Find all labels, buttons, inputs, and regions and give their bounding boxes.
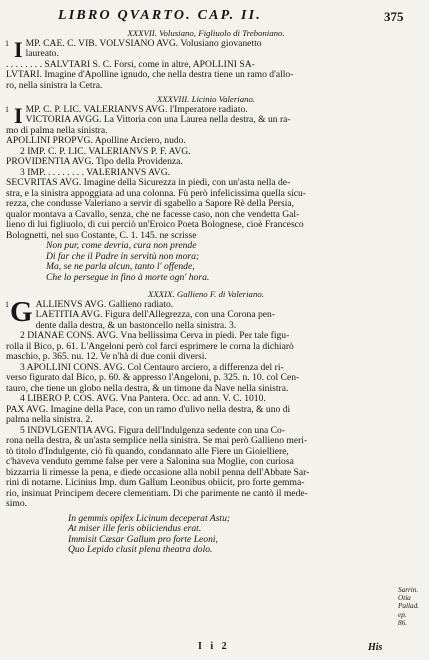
drop-cap: I — [14, 36, 23, 62]
text-line: rona nella destra, & un'asta semplice nella sinistra. Se mai però Gallieno meri- — [6, 435, 308, 446]
text-line: mo di palma nella sinistra. — [6, 124, 108, 136]
text-line: 4 LIBERO P. COS. AVG. Vna Pantera. Occ. ad ann. V. C. 1010. — [20, 393, 266, 404]
marginal-note-line: Pallad. ep. — [398, 602, 419, 619]
text-line: . . . . . . . . SALVTARI S. C. Forsi, come in altre, APOLLINI SA- — [6, 58, 255, 70]
text-line: rini di notarne. Licinius Imp. dum Gallum Leonibus obiicit, pro forte gemma- — [6, 477, 305, 488]
text-line: MP. CAE. C. VIB. VOLVSIANO AVG. Volusiano giovanetto — [25, 37, 262, 49]
text-line: LVTARI. Imagine d'Apolline ignudo, che nella destra tiene un ramo d'allo- — [6, 69, 294, 80]
catchword: His — [368, 642, 383, 653]
marginal-note — [398, 586, 428, 627]
text-line: SECVRITAS AVG. Imagine della Sicurezza in piedi, con un'asta nella de- — [6, 177, 291, 188]
page-body — [6, 28, 406, 556]
drop-cap: I — [14, 102, 23, 128]
page-header — [0, 8, 429, 28]
text-line: 5 INDVLGENTIA AVG. Figura dell'Indulgenza sedente con una Co- — [20, 424, 286, 436]
verse-line: Che lo persegue in fino à morte ogn' hora. — [46, 271, 210, 283]
page-number: 375 — [384, 9, 404, 24]
text-line: ALLIENVS AVG. Gallieno radiato. — [35, 298, 174, 310]
text-line: 3 IMP. . . . . . . . . VALERIANVS AVG. — [20, 166, 171, 178]
verse-line: Non pur, come devria, cura non prende — [46, 240, 197, 251]
text-line: PAX AVG. Imagine della Pace, con un ramo d'ulivo nella destra, & uno di — [6, 403, 291, 415]
text-line: rezza, che condusse Valeriano a servir di sgabello a Sapore Rè della Persia, — [6, 198, 295, 209]
section-heading-valeriano: XXXVIII. Licinio Valeriano. — [156, 94, 256, 104]
text-line: dente dalla destra, & un bastoncello nella sinistra. 3. — [35, 319, 237, 331]
verse-line: Immisit Cæsar Gallum pro forte Leoni, — [68, 533, 218, 545]
drop-cap: G — [10, 295, 33, 328]
text-line: verso figurato dal Bico, p. 60. & appresso l'Angeloni, p. 325. n. 10. col Cen- — [6, 372, 300, 383]
signature-mark: I i 2 — [198, 641, 230, 652]
marginal-note-line: Sarrin. Otia — [398, 586, 419, 603]
text-line: Bolognetti, nel suo Costante, C. 1. 145. ne scrisse — [6, 229, 197, 241]
text-line: LAETITIA AVG. Figura dell'Allegrezza, con una Corona pen- — [35, 309, 276, 320]
text-line: ro, nella sinistra la Cetra. — [6, 79, 103, 91]
text-line: MP. C. P. LIC. VALERIANVS AVG. l'Imperatore radiato. — [25, 103, 248, 115]
text-line: 2 DIANAE CONS. AVG. Vna bellissima Cerva in piedi. Per tale figu- — [20, 330, 290, 341]
text-line: qualor montava a Cavallo, senza, che ne facesse caso, non che vendetta Gal- — [6, 208, 300, 220]
text-line: bizzarria li rimesse la pena, e diede occasione alla nobil penna dell'Abbate Sar- — [6, 466, 310, 478]
verse-line: Ma, se ne parla alcun, tanto l' offende, — [46, 261, 195, 272]
section-heading-volusiano: XXXVII. Volusiano, Figliuolo di Treboniano. — [127, 28, 285, 38]
entry-number: 1 — [5, 104, 9, 114]
text-line: stra, e la sinistra appoggiata ad una colonna. Fù però infelicissima quella sicu- — [6, 187, 306, 199]
text-line: rio, insinuat Principem decere clementiam. Di che parimente ne cantò il mede- — [6, 487, 308, 499]
entry-number: 1 — [5, 299, 9, 309]
text-line: laureato. — [25, 48, 59, 59]
entry-number: 1 — [5, 38, 9, 48]
text-line: lieno di lui figliuolo, di cui perciò un'Eroico Poeta Bolognese, cioè Francesco — [6, 219, 304, 230]
text-line: PROVIDENTIA AVG. Tipo della Providenza. — [6, 156, 183, 167]
text-line: APOLLINI PROPVG. Apolline Arciero, nudo. — [6, 135, 186, 146]
text-line: VICTORIA AVGG. La Vittoria con una Laurea nella destra, & un ra- — [25, 114, 291, 125]
section-heading-gallieno: XXXIX. Gallieno F. di Valeriano. — [148, 289, 264, 299]
marginal-note-line: 86. — [398, 618, 407, 627]
verse-line: Di far che il Padre in servitù non mora; — [46, 250, 200, 262]
text-line: 3 APOLLINI CONS. AVG. Col Centauro arciero, a differenza del ri- — [20, 361, 284, 373]
coin-entry — [5, 36, 406, 62]
verse-line: At miser ille feris obiiciendus erat. — [68, 523, 202, 534]
text-line: tauro, che tiene un globo nella destra, & un timone da Nave nella sinistra. — [6, 382, 289, 394]
text-line: 2 IMP. C. P. LIC. VALERIANVS P. F. AVG. — [20, 145, 191, 157]
verse-line: In gemmis opifex Licinum deceperat Astu; — [68, 512, 231, 524]
text-line: tò titolo d'Indulgente, ciò fù quando, condannato alle Fiere un Gioielliere, — [6, 445, 289, 457]
text-line: palma nella sinistra. 2. — [6, 414, 93, 425]
text-line: c'haveva venduto gemme false per vere a Salonina sua Moglie, con curiosa — [6, 456, 294, 467]
verse-line: Quo Lepido clusit plena theatra dolo. — [68, 544, 213, 555]
running-title: LIBRO QVARTO. CAP. II. — [58, 8, 262, 23]
text-line: maschio, p. 365. nu. 12. Ve n'hà di due conii diversi. — [6, 351, 207, 362]
text-line: simo. — [6, 498, 28, 509]
coin-entry — [5, 102, 406, 128]
text-line: rolla il Bico, p. 61. L'Angeloni però col farci esprimere le corna la dichiarò — [6, 340, 294, 352]
